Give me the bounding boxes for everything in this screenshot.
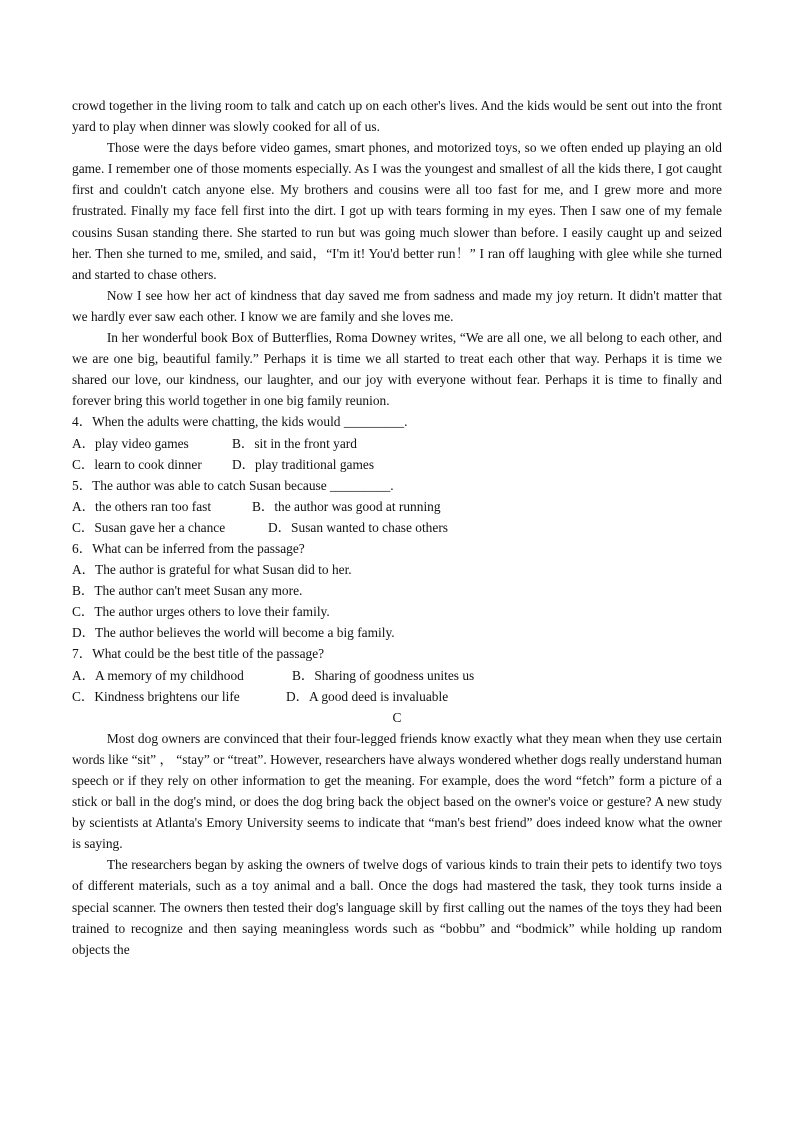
option-d: D．A good deed is invaluable xyxy=(286,688,449,704)
passage-b-paragraph-2: Now I see how her act of kindness that day saved me from sadness and made my joy return. It didn't matter that we hardly ever saw each other. I know we are family and she loves me. xyxy=(72,287,722,324)
passage-b-paragraph-3: In her wonderful book Box of Butterflies, Roma Downey writes, “We are all one, we all belong to each other, and we are one big, beautiful family.” Perhaps it is time we all started to treat each other that way. Perhaps it is time we shared our love, our kindness, our laughter, and our joy with everyone without fear. Perhaps it is time to finally and forever bring this world together in one big family reunion. xyxy=(72,330,722,409)
option-c: C．Susan gave her a chance xyxy=(72,519,226,535)
passage-b-paragraph-1: Those were the days before video games, smart phones, and motorized toys, so we often ended up playing an old game. I remember one of those moments especially. As I was the youngest and smallest of all the kids there, I got caught first and couldn't catch anyone else. My brothers and cousins were all too fast for me, and I grew more and more frustrated. Finally my face fell first into the dirt. I got up with tears forming in my eyes. Then I saw one of my female cousins Susan standing there. She started to run but was going much slower than before. I easily caught up and seized her. Then she turned to me, smiled, and said，“I'm it! You'd better run！” I ran off laughing with glee while she turned and started to chase others. xyxy=(72,140,722,282)
question-5-stem: 5．The author was able to catch Susan because _________. xyxy=(72,477,394,493)
question-6-stem: 6．What can be inferred from the passage? xyxy=(72,540,305,556)
section-heading-c: C xyxy=(392,709,402,725)
option-c: C．learn to cook dinner xyxy=(72,456,202,472)
option-b: B．Sharing of goodness unites us xyxy=(292,667,475,683)
option-a: A．play video games xyxy=(72,435,189,451)
option-b: B．The author can't meet Susan any more. xyxy=(72,583,303,599)
option-d: D．play traditional games xyxy=(232,456,375,472)
option-c: C．Kindness brightens our life xyxy=(72,688,240,704)
passage-b-paragraph-0: crowd together in the living room to talk and catch up on each other's lives. And the kids would be sent out into the front yard to play when dinner was slowly cooked for all of us. xyxy=(72,98,722,135)
question-4-options-row-2 xyxy=(72,454,722,475)
question-4-options-row-1 xyxy=(72,433,722,454)
option-a: A．the others ran too fast xyxy=(72,498,212,514)
document-page xyxy=(72,95,722,960)
question-4-stem: 4．When the adults were chatting, the kids would _________. xyxy=(72,414,408,430)
option-a: A．The author is grateful for what Susan did to her. xyxy=(72,562,352,578)
passage-c-paragraph-1: Most dog owners are convinced that their four-legged friends know exactly what they mean when they use certain words like “sit” ， “stay” or “treat”. However, researchers have always wondered whether dogs really understand human speech or if they rely on other information to get the meaning. For example, does the word “fetch” form a picture of a stick or ball in the dog's mind, or does the dog bring back the object based on the owner's voice or gesture? A new study by scientists at Atlanta's Emory University seems to indicate that “man's best friend” does indeed know what the owner is saying. xyxy=(72,730,722,852)
option-c: C．The author urges others to love their family. xyxy=(72,604,330,620)
question-7-options-row-2 xyxy=(72,686,722,707)
question-5-options-row-1 xyxy=(72,496,722,517)
option-b: B．the author was good at running xyxy=(252,498,441,514)
passage-c-paragraph-2: The researchers began by asking the owners of twelve dogs of various kinds to train their pets to identify two toys of different materials, such as a toy animal and a ball. Once the dogs had mastered the task, they took turns inside a special scanner. The owners then tested their dog's language skill by first calling out the names of the toys they had been trained to recognize and then saying meaningless words such as “bobbu” and “bodmick” while holding up random objects the xyxy=(72,857,722,957)
option-d: D．The author believes the world will become a big family. xyxy=(72,625,395,641)
question-7-options-row-1 xyxy=(72,665,722,686)
option-a: A．A memory of my childhood xyxy=(72,667,244,683)
option-d: D．Susan wanted to chase others xyxy=(268,519,448,535)
question-7-stem: 7．What could be the best title of the passage? xyxy=(72,646,325,662)
question-5-options-row-2 xyxy=(72,517,722,538)
option-b: B．sit in the front yard xyxy=(232,435,357,451)
